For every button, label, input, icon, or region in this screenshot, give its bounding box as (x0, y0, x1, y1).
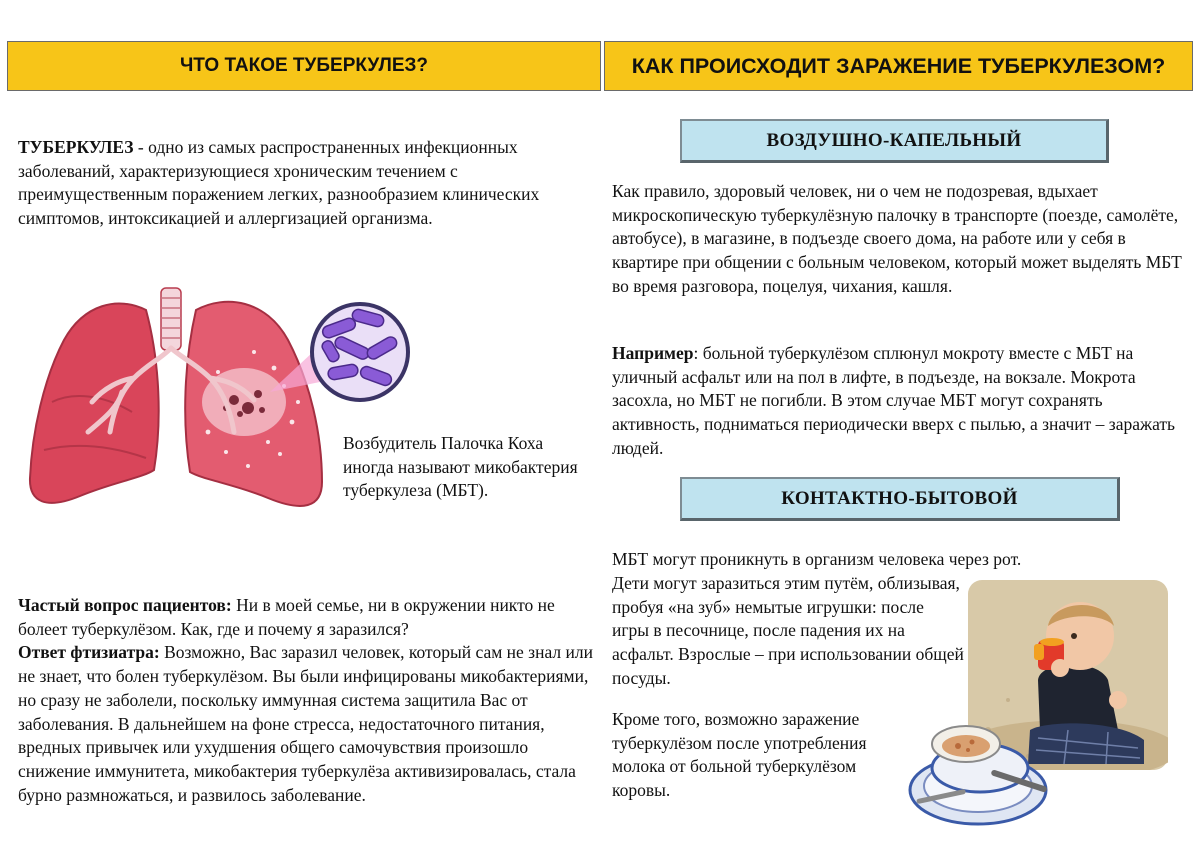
bacteria-magnifier (312, 304, 408, 400)
airborne-text: Как правило, здоровый человек, ни о чем не подозревая, вдыхает микроскопическую туберкулёзную палочку в транспорте (поезде, самолёте, автобусе), в магазине, в подъезде своего дома, на работе или у себя в квартире при общении с больным человеком, который может выделять МБТ во время разговора, поцелуя, чихания, кашля. (612, 181, 1182, 296)
definition-term: ТУБЕРКУЛЕЗ (18, 137, 134, 157)
example-text: : больной туберкулёзом сплюнул мокроту вместе с МБТ на уличный асфальт или на пол в лифте, в подъезде, на вокзале. Мокрота засохла, но МБТ не погибли. В этом случае МБТ могут сохранять активность, подниматься периодически вверх с пылью, а значит – заражать людей. (612, 343, 1176, 458)
airborne-title-box: ВОЗДУШНО-КАПЕЛЬНЫЙ (680, 119, 1109, 163)
right-header: КАК ПРОИСХОДИТ ЗАРАЖЕНИЕ ТУБЕРКУЛЕЗОМ? (604, 41, 1193, 91)
definition-paragraph (18, 136, 596, 231)
airborne-example (612, 342, 1192, 461)
trachea (161, 288, 181, 350)
dishes-photo (906, 702, 1050, 830)
definition-text: - одно из самых распространенных инфекционных заболеваний, характеризующиеся хроническим течением с преимущественным поражением легких, разнообразием клинических симптомов, интоксикацией и аллергизацией организма. (18, 137, 540, 229)
contact-line1: МБТ могут проникнуть в организм человека через рот. (612, 549, 1022, 569)
faq-paragraph (18, 594, 600, 807)
contact-milk: Кроме того, возможно заражение туберкулёзом после употребления молока от больной туберкулёзом коровы. (612, 709, 867, 801)
left-header: ЧТО ТАКОЕ ТУБЕРКУЛЕЗ? (7, 41, 601, 91)
answer-text: Возможно, Вас заразил человек, который сам не знал или не знает, что болен туберкулёзом. Вы были инфицированы микобактериями, но сразу не заболели, поскольку иммунная система защитила Вас от заболевания. В дальнейшем на фоне стресса, недостаточного питания, вредных привычек или ухудшения общего самочувствия произошло снижение иммунитета, микобактерия туберкулёза активизировалась, стала бурно размножаться, и развилось заболевание. (18, 642, 593, 805)
pathogen-caption: Возбудитель Палочка Коха иногда называют микобактерия туберкулеза (МБТ). (343, 433, 578, 501)
contact-title-box: КОНТАКТНО-БЫТОВОЙ (680, 477, 1120, 521)
answer-label: Ответ фтизиатра: (18, 642, 160, 663)
question-text: Ни в моей семье, ни в окружении никто не болеет туберкулёзом. Как, где и почему я заразился? (18, 595, 555, 639)
contact-children: Дети могут заразиться этим путём, облизывая, пробуя «на зуб» немытые игрушки: после игры в песочнице, после падения их на асфальт. Взрослые – при использовании общей посуды. (612, 573, 964, 688)
question-label: Частый вопрос пациентов: (18, 595, 232, 615)
left-lung (30, 303, 159, 502)
example-label: Например (612, 343, 694, 363)
